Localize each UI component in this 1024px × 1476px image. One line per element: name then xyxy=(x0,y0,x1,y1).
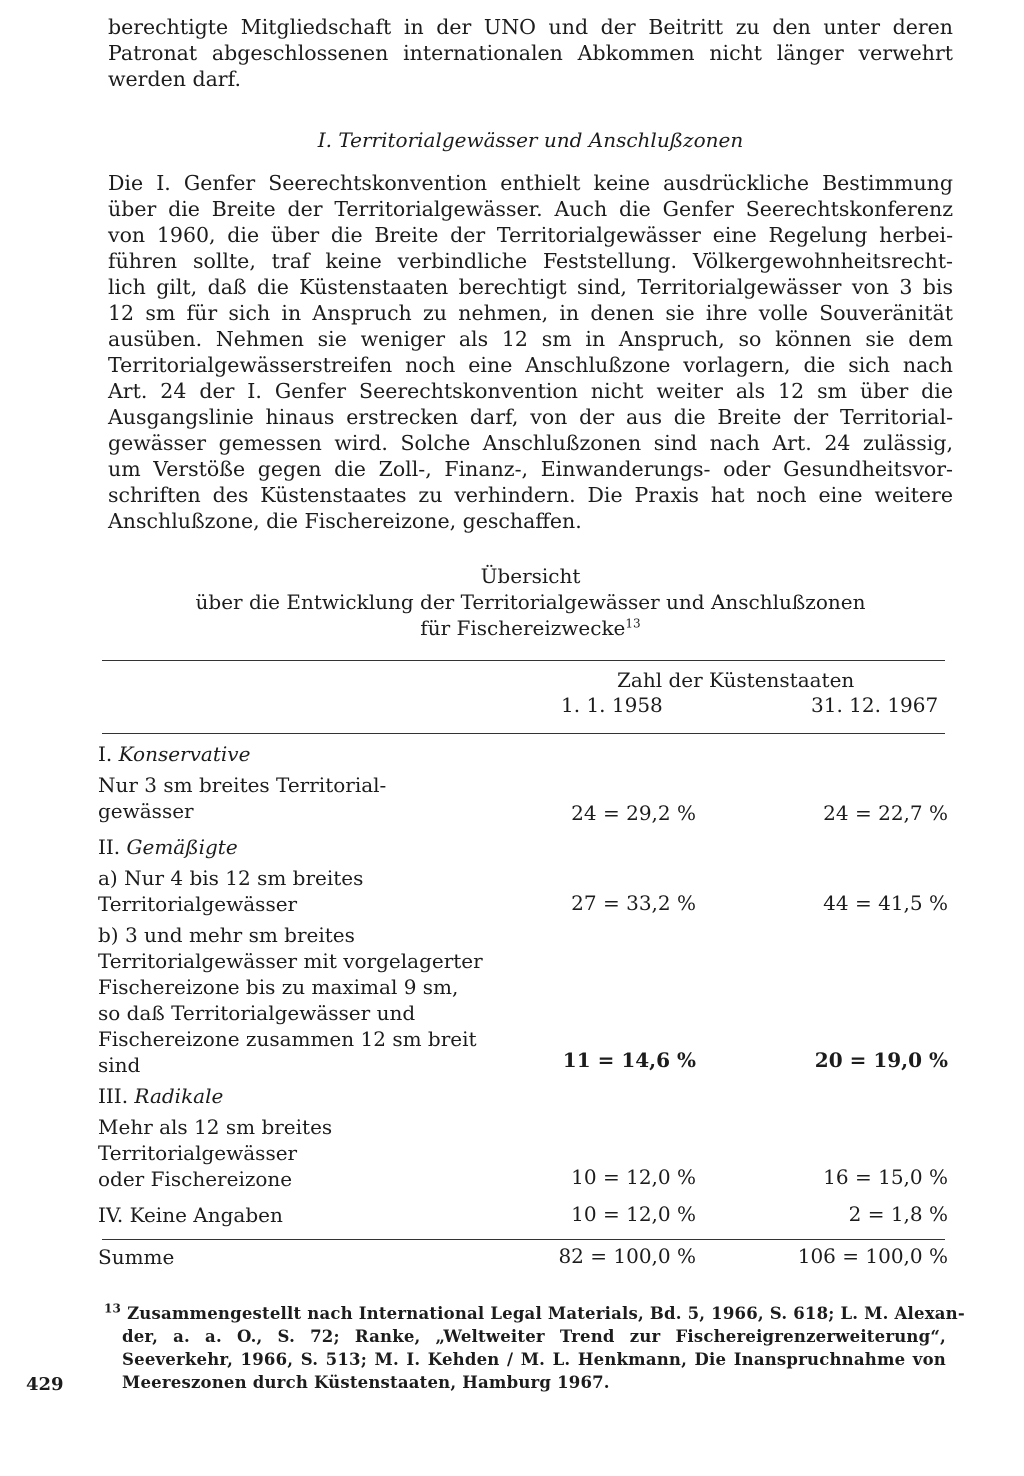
row-label: a) Nur 4 bis 12 sm breites Territorialgewässer xyxy=(98,866,364,916)
body-line: lich gilt, daß die Küstenstaaten berechtigt sind, Territorialgewässer von 3 bis xyxy=(108,275,953,299)
sum-1967: 106 = 100,0 % xyxy=(797,1244,948,1268)
body-line: führen sollte, traf keine verbindliche Feststellung. Völkergewohnheitsrecht- xyxy=(108,249,953,273)
footnote-line: Seeverkehr, 1966, S. 513; M. I. Kehden / M. L. Henkmann, Die Inanspruchnahme von xyxy=(122,1350,946,1369)
body-line: Ausgangslinie hinaus erstrecken darf, von der aus die Breite der Territorial- xyxy=(108,405,953,429)
cell-1967: 16 = 15,0 % xyxy=(823,1165,948,1189)
table-title-line: über die Entwicklung der Territorialgewässer und Anschlußzonen xyxy=(195,590,866,614)
table-sum-rule xyxy=(102,1239,945,1240)
footnote-marker: 13 xyxy=(104,1301,122,1316)
footnote-line: Meereszonen durch Küstenstaaten, Hamburg 1967. xyxy=(122,1373,610,1392)
cell-1967: 2 = 1,8 % xyxy=(848,1202,948,1226)
body-line: ausüben. Nehmen sie weniger als 12 sm in Anspruch, so können sie dem xyxy=(108,327,953,351)
cell-1958: 11 = 14,6 % xyxy=(562,1048,696,1072)
row-label: Nur 3 sm breites Territorial- gewässer xyxy=(98,773,387,823)
row-label: b) 3 und mehr sm breites Territorialgewässer mit vorgelagerter Fischereizone bis zu maximal 9 sm, so daß Territorialgewässer und Fischereizone zusammen 12 sm breit sind xyxy=(98,923,483,1077)
table-title xyxy=(108,563,953,641)
body-line: gewässer gemessen wird. Solche Anschlußzonen sind nach Art. 24 zulässig, xyxy=(108,431,953,455)
group-heading: I. Konservative xyxy=(98,742,251,766)
table-title-line: für Fischereizwecke$^{13}$ xyxy=(420,616,641,640)
body-line: schriften des Küstenstaates zu verhindern. Die Praxis hat noch eine weitere xyxy=(108,483,953,507)
section-heading: I. Territorialgewässer und Anschlußzonen xyxy=(317,128,744,152)
cell-1958: 24 = 29,2 % xyxy=(571,801,696,825)
table-title-line: Übersicht xyxy=(480,564,581,588)
body-line: um Verstöße gegen die Zoll-, Finanz-, Einwanderungs- oder Gesundheitsvor- xyxy=(108,457,953,481)
group-heading: III. Radikale xyxy=(98,1084,224,1108)
body-paragraph xyxy=(108,170,953,534)
body-line: von 1960, die über die Breite der Territorialgewässer eine Regelung herbei- xyxy=(108,223,953,247)
body-line: Anschlußzone, die Fischereizone, geschaffen. xyxy=(108,509,582,533)
footnote-line: $^{13}$ Zusammengestellt nach International Legal Materials, Bd. 5, 1966, S. 618; L. M. Alexan- xyxy=(104,1301,965,1323)
cell-1958: 10 = 12,0 % xyxy=(571,1202,696,1226)
cell-1958: 27 = 33,2 % xyxy=(571,891,696,915)
table-top-rule xyxy=(102,660,945,661)
intro-line: Patronat abgeschlossenen internationalen Abkommen nicht länger verwehrt xyxy=(108,41,953,65)
body-line: Territorialgewässerstreifen noch eine Anschlußzone vorlagern, die sich nach xyxy=(108,353,953,377)
body-line: 12 sm für sich in Anspruch zu nehmen, in denen sie ihre volle Souveränität xyxy=(108,301,953,325)
intro-paragraph xyxy=(108,14,953,92)
cell-1958: 10 = 12,0 % xyxy=(571,1165,696,1189)
intro-line: berechtigte Mitgliedschaft in der UNO und der Beitritt zu den unter deren xyxy=(108,15,953,39)
body-line: Die I. Genfer Seerechtskonvention enthielt keine ausdrückliche Bestimmung xyxy=(108,171,953,195)
table-header-rule xyxy=(102,733,945,734)
footnote-line: der, a. a. O., S. 72; Ranke, „Weltweiter Trend zur Fischereigrenzerweiterung“, xyxy=(122,1327,946,1346)
footnote xyxy=(104,1301,965,1394)
body-line: Art. 24 der I. Genfer Seerechtskonvention nicht weiter als 12 sm über die xyxy=(108,379,953,403)
row-label: IV. Keine Angaben xyxy=(98,1203,283,1227)
footnote-ref: 13 xyxy=(625,616,641,631)
sum-label: Summe xyxy=(98,1245,175,1269)
column-group-header: Zahl der Küstenstaaten xyxy=(617,668,855,692)
row-label: Mehr als 12 sm breites Territorialgewässer oder Fischereizone xyxy=(98,1115,333,1191)
page-number: 429 xyxy=(26,1374,64,1395)
column-header-1958: 1. 1. 1958 xyxy=(561,693,663,717)
intro-line: werden darf. xyxy=(108,67,241,91)
group-heading: II. Gemäßigte xyxy=(98,835,238,859)
cell-1967: 20 = 19,0 % xyxy=(814,1048,948,1072)
cell-1967: 44 = 41,5 % xyxy=(823,891,948,915)
column-header-1967: 31. 12. 1967 xyxy=(811,693,939,717)
body-line: über die Breite der Territorialgewässer. Auch die Genfer Seerechtskonferenz xyxy=(108,197,953,221)
sum-1958: 82 = 100,0 % xyxy=(558,1244,696,1268)
cell-1967: 24 = 22,7 % xyxy=(823,801,948,825)
